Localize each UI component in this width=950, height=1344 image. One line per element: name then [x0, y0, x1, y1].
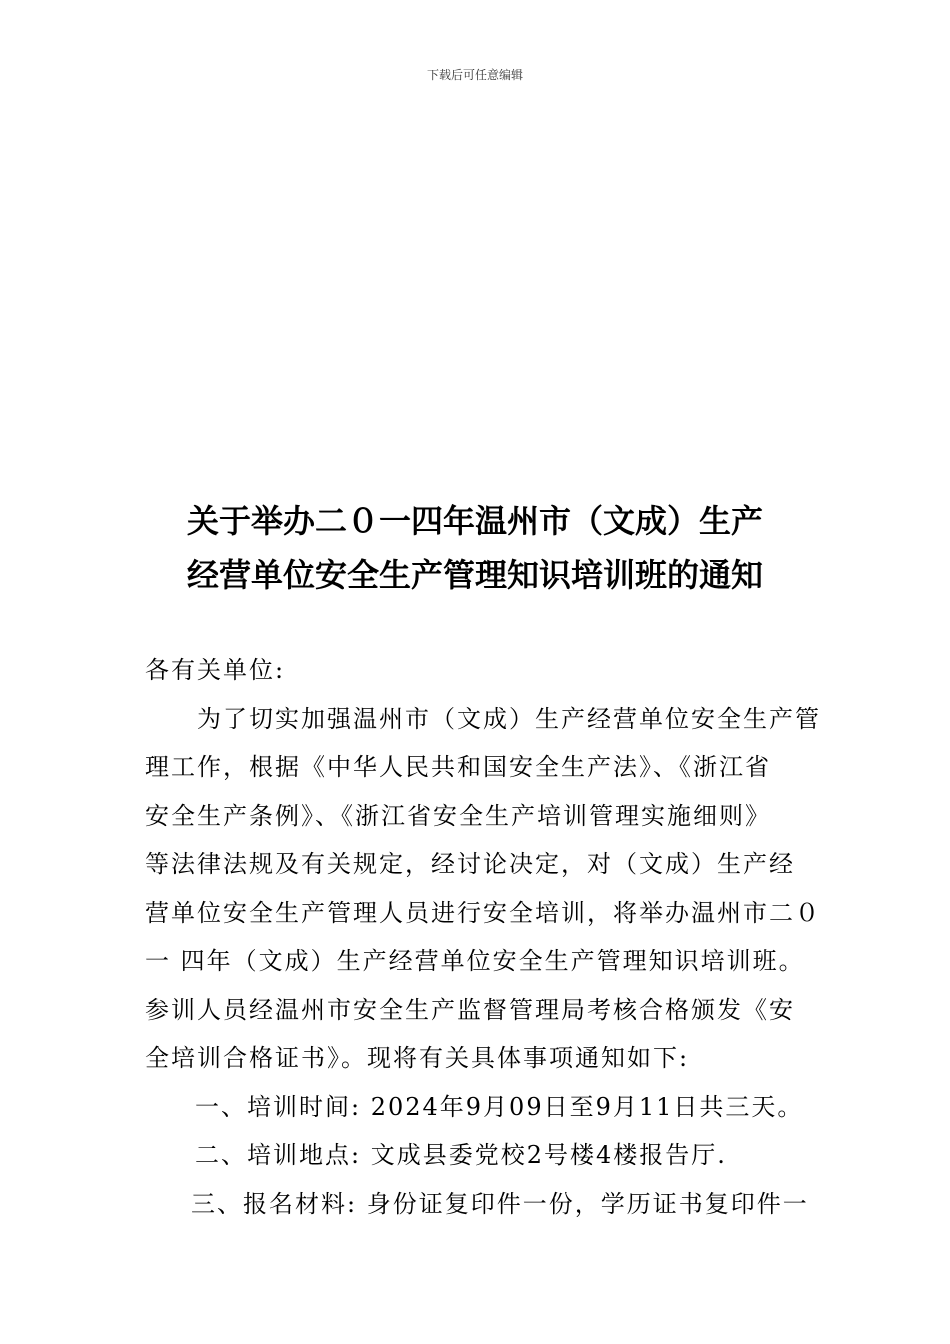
paragraph-line: 为了切实加强温州市（文成）生产经营单位安全生产管: [197, 704, 821, 733]
document-body: [145, 646, 821, 1228]
paragraph-line: 安全生产条例》、《浙江省安全生产培训管理实施细则》: [145, 801, 771, 830]
item-training-location: 二、培训地点: 文成县委党校2号楼4楼报告厅.: [195, 1141, 727, 1169]
paragraph-line: 全培训合格证书》。现将有关具体事项通知如下:: [145, 1044, 690, 1072]
salutation: 各有关单位:: [145, 656, 286, 684]
paragraph-line: 等法律法规及有关规定，经讨论决定，对（文成）生产经: [145, 850, 795, 878]
paragraph-line: 理工作，根据《中华人民共和国安全生产法》、《浙江省: [145, 753, 771, 781]
title-line-2: 经营单位安全生产管理知识培训班的通知: [186, 556, 763, 594]
paragraph-line: 营单位安全生产管理人员进行安全培训，将举办温州市二０: [145, 898, 821, 927]
paragraph-line: 参训人员经温州市安全生产监督管理局考核合格颁发《安: [145, 995, 795, 1024]
title-line-1: 关于举办二０一四年温州市（文成）生产: [186, 502, 763, 540]
paragraph-line: 一 四年（文成）生产经营单位安全生产管理知识培训班。: [145, 947, 805, 975]
header-note: 下载后可任意编辑: [426, 68, 523, 82]
item-training-time: 一、培训时间: 2024年9月09日至9月11日共三天。: [195, 1092, 804, 1121]
document-title: [80, 494, 870, 602]
item-registration-materials: 三、报名材料: 身份证复印件一份，学历证书复印件一: [191, 1189, 809, 1218]
